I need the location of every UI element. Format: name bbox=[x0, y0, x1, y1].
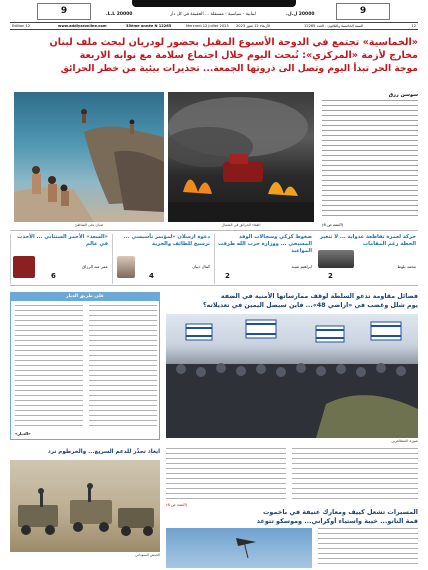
teaser-author-4: محمد بلوط bbox=[397, 264, 416, 269]
price-left: 20000 L.L. bbox=[106, 12, 133, 17]
teaser-item-2[interactable] bbox=[112, 234, 212, 284]
ukraine-headlines bbox=[166, 508, 418, 526]
newspaper-logo bbox=[132, 0, 296, 7]
left-number-box: 9 bbox=[37, 3, 91, 20]
ukraine-page-ref: (التتمة ص 6) bbox=[166, 502, 188, 507]
beach-photo bbox=[14, 92, 164, 222]
beach-photo-caption: شبان على الشاطئ bbox=[74, 223, 104, 227]
teaser-thumb-2 bbox=[117, 256, 135, 278]
masthead bbox=[0, 0, 428, 33]
protest-illustration bbox=[166, 314, 418, 438]
lead-continuation: (التتمة ص 6) bbox=[322, 222, 344, 227]
teaser-strip bbox=[10, 230, 418, 286]
fire-illustration bbox=[168, 92, 314, 222]
tagline: لبنانية - سياسية - مستقلة ... الحقيقة في كل دار bbox=[170, 12, 256, 17]
teaser-page-4: 2 bbox=[328, 272, 333, 280]
issue-left: Edition 12 bbox=[12, 24, 31, 28]
lead-headline-2: مخارج لأزمة «المركزي»: تُبحث اليوم خلال اجتماع سلامة مع نوابه الاربعة bbox=[79, 50, 418, 61]
teaser-thumb-4 bbox=[318, 250, 354, 268]
sudan-photo-caption: الجيش السوداني bbox=[135, 553, 160, 557]
ukraine-text bbox=[318, 528, 418, 568]
drone-illustration bbox=[166, 528, 312, 568]
date-fr: Mercredi 12 Juillet 2023 bbox=[186, 24, 229, 28]
lead-headlines bbox=[10, 36, 418, 75]
lead-headline-3: موجة الحر تبدأ اليوم وتصل الى ذروتها الجمعة... تحذيرات بيئية من خطر الحرائق bbox=[60, 63, 418, 74]
right-number-box: 9 bbox=[336, 3, 390, 20]
lead-byline: سوسن رزق bbox=[388, 92, 418, 98]
teaser-page-1: 6 bbox=[51, 272, 56, 280]
fire-photo bbox=[168, 92, 314, 222]
teaser-page-3: 2 bbox=[225, 272, 230, 280]
israel-headline-1: فصائل مقاومة تدعو السلطة لوقف ممارساتها الأمنية في الضفة bbox=[220, 293, 418, 300]
editorial-signature: «الديار» bbox=[15, 431, 31, 436]
military-trucks-illustration bbox=[10, 460, 160, 552]
year-ar: السنة الخامسة والثلاثون - العدد 12265 bbox=[304, 24, 364, 28]
bottom-middle-text bbox=[166, 448, 286, 500]
teaser-headline-1: «السعد» الأحمر السنتاني ... الأحدث في عالم bbox=[17, 234, 108, 247]
price-right: 20000 ل.ل. bbox=[286, 12, 315, 17]
bottom-right-text bbox=[292, 448, 418, 500]
teaser-headline-4: حركة لعمرة تقاطعة عدواية ... لا تتغير الخطة رغم المقامات bbox=[320, 234, 416, 247]
teaser-headline-2: دعوة ارسلان «لمؤتمر تأسيسي ... ترسيخ للطائف والحرية bbox=[123, 234, 210, 247]
teaser-thumb-1 bbox=[13, 256, 35, 278]
teaser-author-2: كمال ذبيان bbox=[192, 264, 210, 269]
editorial-text-right bbox=[89, 305, 157, 429]
protest-photo bbox=[166, 314, 418, 438]
editorial-box bbox=[10, 292, 160, 440]
lead-headline-1: «الخماسية» تجتمع في الدوحة الأسبوع المقبل بحضور لودريان لبحث ملف لبنان bbox=[49, 37, 418, 48]
year-fr: 35ème année N 12265 bbox=[126, 24, 172, 28]
teaser-item-3[interactable] bbox=[214, 234, 314, 284]
fire-photo-caption: اطفاء الحرائق في الشمال bbox=[221, 223, 261, 227]
ukraine-headline-2: قمة الناتو... خيبة واستياء أوكراني... وموسكو تتوعد bbox=[256, 517, 418, 525]
drone-photo bbox=[166, 528, 312, 568]
sudan-photo bbox=[10, 460, 160, 552]
israel-headline-2: يوم شلل وغضب في «اراضي 48»... فاين سيصل اليمين في تعديلاته؟ bbox=[203, 302, 418, 309]
dateline-bar bbox=[10, 22, 418, 30]
lead-article-text bbox=[322, 100, 418, 220]
teaser-item-4[interactable] bbox=[316, 234, 418, 284]
editorial-text-left bbox=[15, 305, 83, 429]
issue-right: 12 bbox=[411, 24, 416, 28]
teaser-headline-3: ضغوط كركي وسجالات الوفد المسيحي ... ووزارة حزب الله طرقت المواعيد bbox=[218, 234, 312, 254]
teaser-author-3: ابراهيم شيبد bbox=[291, 264, 312, 269]
website: www.addiyaronline.com bbox=[58, 24, 107, 28]
teaser-item-1[interactable] bbox=[10, 234, 110, 284]
editorial-header: على طريق الديار bbox=[11, 293, 159, 301]
sudan-headline: ايغاد تحذّر للدعم السريع... والخرطوم ترد bbox=[47, 449, 160, 455]
teaser-author-1: عمر عبد الرزاق bbox=[82, 264, 108, 269]
date-ar: الأربعاء 12 تموز 2023 bbox=[236, 24, 271, 28]
beach-illustration bbox=[14, 92, 164, 222]
israel-headlines bbox=[166, 292, 418, 310]
ukraine-headline-1: المسيرات تشعل كييف ومعارك عنيفة في باخموت bbox=[263, 508, 418, 516]
protest-photo-caption: صورة المتظاهرين bbox=[391, 439, 418, 443]
teaser-page-2: 4 bbox=[149, 272, 154, 280]
